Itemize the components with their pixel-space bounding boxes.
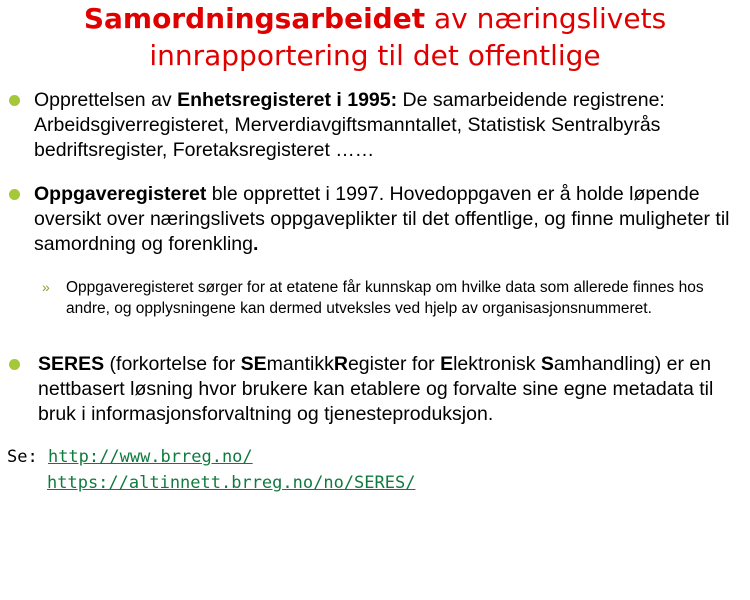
bullet-bold-text: E	[440, 353, 454, 375]
title-rest: av næringslivets	[425, 2, 667, 35]
bullet-dot-icon	[9, 95, 20, 106]
bullet-dot-icon	[9, 359, 20, 370]
bullet-text: lektronisk	[453, 353, 541, 375]
bullet-bold-text: .	[252, 233, 259, 255]
bullet-bold-text: SE	[240, 353, 267, 375]
bullet-text: ble opprettet i 1997. Hovedoppgaven er å holde løpende oversikt over næringslivets oppgaveplikter til det offentlige, og finne muligheter til samordning og forenkling	[34, 183, 730, 255]
bullet-text: amhandling) er en nettbasert løsning hvor brukere kan etablere og forvalte sine egne metadata til bruk i informasjonsforvaltning og tjenesteproduksjon.	[38, 353, 714, 425]
see-label: Se:	[7, 447, 48, 467]
bullet-enhetsregisteret	[8, 88, 743, 163]
title-bold: Samordningsarbeidet	[83, 2, 426, 35]
sub-bullet-text: Oppgaveregisteret sørger for at etatene får kunnskap om hvilke data som allerede finnes hos andre, og opplysningene kan dermed utveksles ved hjelp av organisasjonsnummeret.	[66, 279, 704, 317]
bullet-bold-text: Enhetsregisteret i 1995:	[177, 89, 398, 111]
bullet-oppgaveregisteret	[8, 182, 743, 257]
bullet-text: (forkortelse for	[104, 353, 241, 375]
brreg-link[interactable]: http://www.brreg.no/	[47, 447, 253, 467]
bullet-bold-text: R	[333, 353, 348, 375]
bullet-bold-text: Oppgaveregisteret	[34, 183, 207, 205]
bullet-text: De samarbeidende registrene: Arbeidsgiverregisteret, Merverdiavgiftsmanntallet, Statistisk Sentralbyrås bedriftsregister, Foretaksregisteret ……	[34, 89, 665, 161]
bullet-text: Opprettelsen av	[34, 89, 178, 111]
title-line-1	[0, 0, 750, 37]
see-links	[7, 444, 415, 496]
bullet-text: egister for	[347, 353, 441, 375]
slide-title	[0, 0, 750, 74]
seres-link[interactable]: https://altinnett.brreg.no/no/SERES/	[47, 473, 416, 493]
bullet-dot-icon	[9, 189, 20, 200]
sub-bullet	[42, 277, 737, 319]
bullet-text: mantikk	[266, 353, 334, 375]
sub-bullet-marker-icon: »	[42, 279, 50, 295]
bullet-bold-text: S	[540, 353, 554, 375]
bullet-bold-text: SERES	[38, 353, 105, 375]
title-line-2: innrapportering til det offentlige	[149, 39, 601, 72]
bullet-seres	[8, 352, 743, 427]
